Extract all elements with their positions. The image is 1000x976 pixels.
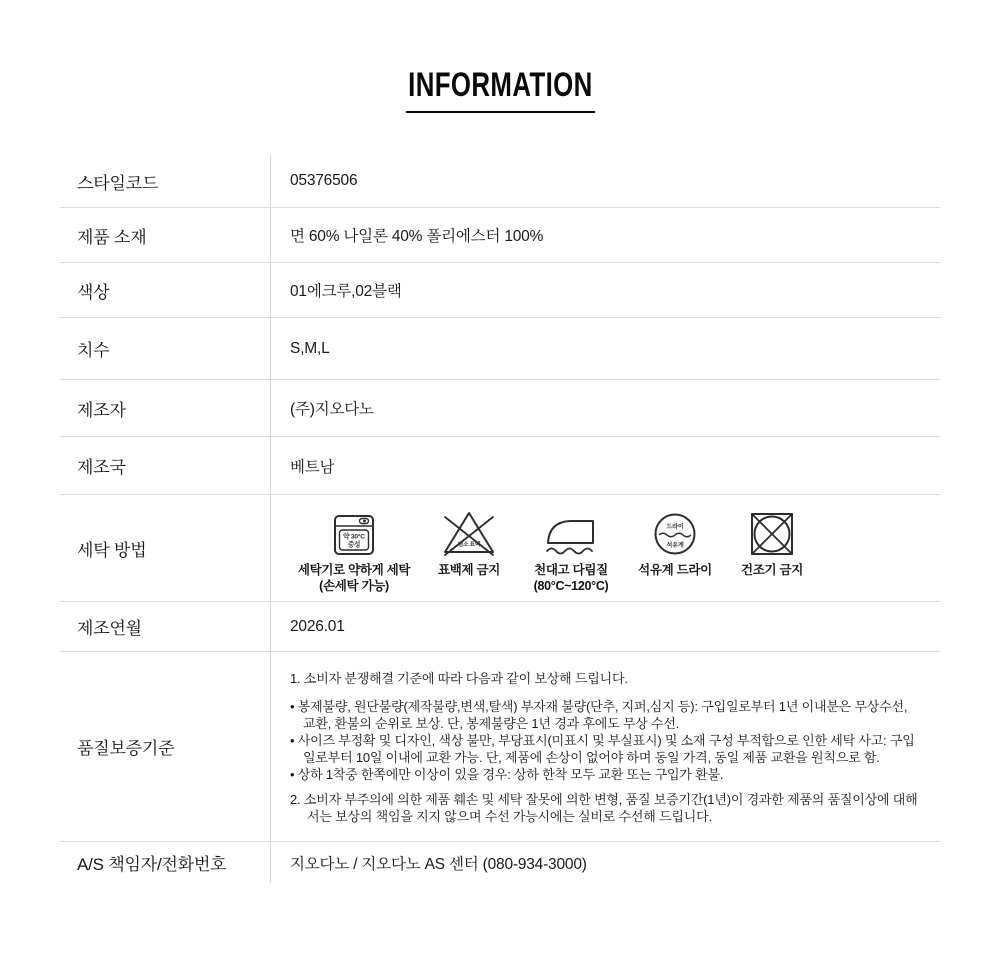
svg-text:석유계: 석유계	[666, 541, 684, 549]
care-label: 건조기 금지	[740, 562, 804, 577]
quality-paragraph: • 상하 1착중 한쪽에만 이상이 있을 경우: 상하 한착 모두 교환 또는 구입가 환불.	[290, 766, 724, 782]
row-label: 세탁 방법	[77, 540, 147, 560]
product-info-table	[60, 155, 940, 883]
care-label: 세탁기로 약하게 세탁 (손세탁 가능)	[297, 562, 411, 593]
row-value	[270, 503, 940, 594]
table-row-material	[60, 208, 940, 263]
row-value: 지오다노 / 지오다노 AS 센터 (080-934-3000)	[290, 855, 587, 873]
iron-with-cloth-icon	[542, 507, 600, 557]
table-row-color	[60, 263, 940, 318]
row-label: 품질보증기준	[77, 739, 175, 758]
table-row-wash-method	[60, 495, 940, 602]
row-label: 제품 소재	[77, 227, 147, 247]
row-value: 05376506	[290, 172, 358, 189]
row-value: 2026.01	[290, 617, 345, 635]
table-row-quality-guarantee	[60, 652, 940, 842]
row-value: (주)지오다노	[290, 401, 374, 418]
quality-paragraph: • 봉제불량, 원단불량(제작불량,변색,탈색) 부자재 불량(단추, 지퍼,심지 등): 구입일로부터 1년 이내분은 무상수선, 교환, 환불의 순위로 보상. 단, 봉제불량은 1년 경과 후에도 무상 수선.	[290, 698, 908, 731]
care-label: 석유계 드라이	[638, 562, 712, 577]
quality-paragraph: 2. 소비자 부주의에 의한 제품 훼손 및 세탁 잘못에 의한 변형, 품질 보증기간(1년)이 경과한 제품의 품질이상에 대해서는 보상의 책임을 지지 않으며 수선 가능시에는 실비로 수선해 드립니다.	[290, 791, 918, 824]
care-item-no-bleach	[425, 507, 513, 578]
page-title: INFORMATION	[405, 66, 594, 113]
no-tumble-dry-icon	[749, 507, 795, 557]
care-symbols	[290, 503, 928, 594]
svg-text:중성: 중성	[347, 541, 361, 548]
care-item-iron	[520, 507, 622, 594]
row-label: 제조자	[77, 400, 126, 420]
quality-paragraph: • 사이즈 부정확 및 디자인, 색상 불만, 부당표시(미표시 및 부실표시) 및 소재 구성 부적합으로 인한 세탁 사고: 구입일로부터 10일 이내에 교환 가능. 단, 제품에 손상이 없어야 하며 동일 가격, 동일 제품 교환을 원칙으로 함.	[290, 732, 915, 765]
row-value: 01에크루,02블랙	[290, 283, 402, 300]
row-label: 색상	[77, 282, 110, 302]
row-label: A/S 책임자/전화번호	[77, 855, 227, 874]
page-header	[0, 0, 1000, 113]
care-item-machine-wash	[290, 507, 418, 594]
table-row-style-code	[60, 155, 940, 208]
row-label: 스타일코드	[77, 173, 159, 193]
table-row-mfg-date	[60, 602, 940, 652]
quality-paragraph: 1. 소비자 분쟁해결 기준에 따라 다음과 같이 보상해 드립니다.	[290, 670, 628, 686]
svg-text:염소 표백: 염소 표백	[457, 541, 481, 548]
row-value: S,M,L	[290, 339, 330, 357]
row-label: 제조연월	[77, 619, 142, 638]
svg-text:드라이: 드라이	[666, 523, 684, 530]
quality-guarantee-text	[270, 655, 928, 839]
row-value: 면 60% 나일론 40% 폴리에스터 100%	[290, 228, 544, 245]
svg-text:약 30°C: 약 30°C	[343, 533, 365, 540]
row-value: 베트남	[290, 458, 335, 476]
column-divider	[270, 155, 271, 883]
row-label: 제조국	[77, 458, 126, 477]
no-bleach-icon	[442, 507, 496, 557]
care-item-dry-clean	[629, 507, 721, 578]
row-label: 치수	[77, 341, 110, 360]
table-row-size	[60, 318, 940, 380]
table-row-as-contact	[60, 842, 940, 883]
care-label: 표백제 금지	[437, 562, 501, 577]
care-label: 천대고 다림질 (80°C~120°C)	[533, 562, 609, 593]
row-value	[270, 652, 940, 841]
machine-wash-30-icon	[332, 507, 376, 557]
table-row-manufacturer	[60, 380, 940, 437]
petroleum-dry-clean-icon	[652, 507, 698, 557]
care-item-no-tumble-dry	[728, 507, 816, 578]
table-row-country	[60, 437, 940, 495]
